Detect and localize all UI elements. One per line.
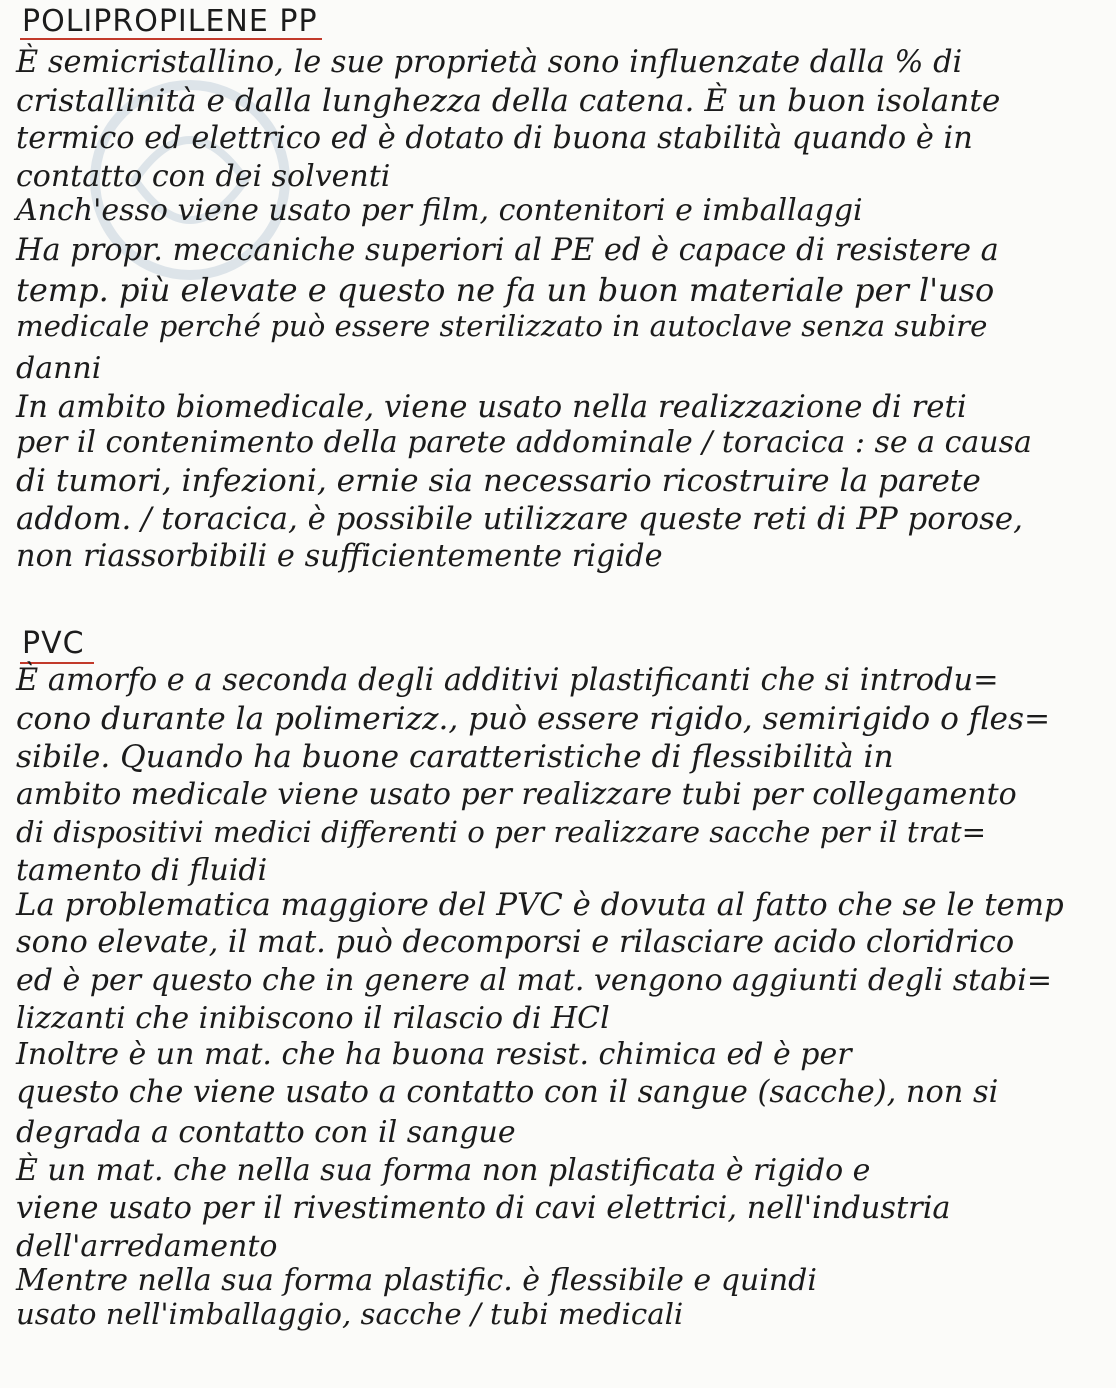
text-line: contatto con dei solventi	[16, 159, 391, 194]
text-line: È semicristallino, le sue proprietà sono influenzate dalla % di	[16, 45, 963, 80]
text-line: addom. / toracica, è possibile utilizzare queste reti di PP porose,	[16, 501, 1023, 537]
text-line: sono elevate, il mat. può decomporsi e rilasciare acido cloridrico	[16, 925, 1015, 960]
text-line: lizzanti che inibiscono il rilascio di HCl	[16, 1001, 610, 1036]
section-title-pp: POLIPROPILENE PP	[22, 4, 318, 39]
text-line: degrada a contatto con il sangue	[16, 1115, 516, 1150]
text-line: È amorfo e a seconda degli additivi plastificanti che si introdu=	[16, 663, 999, 698]
text-line: danni	[16, 351, 102, 386]
text-line: per il contenimento della parete addominale / toracica : se a causa	[16, 425, 1032, 460]
text-line: medicale perché può essere sterilizzato in autoclave senza subire	[16, 309, 988, 343]
text-line: Mentre nella sua forma plastific. è flessibile e quindi	[16, 1263, 817, 1298]
text-line: ambito medicale viene usato per realizzare tubi per collegamento	[16, 777, 1017, 812]
text-line: Ha propr. meccaniche superiori al PE ed è capace di resistere a	[16, 233, 999, 268]
text-line: cono durante la polimerizz., può essere rigido, semirigido o fles=	[16, 701, 1051, 737]
title-underline-pp	[20, 38, 322, 40]
text-line: di tumori, infezioni, ernie sia necessario ricostruire la parete	[16, 463, 981, 499]
text-line: temp. più elevate e questo ne fa un buon materiale per l'uso	[16, 271, 995, 309]
text-line: questo che viene usato a contatto con il sangue (sacche), non si	[16, 1075, 999, 1110]
text-line: tamento di fluidi	[16, 853, 268, 888]
text-line: In ambito biomedicale, viene usato nella realizzazione di reti	[16, 389, 967, 425]
text-line: Anch'esso viene usato per film, contenitori e imballaggi	[16, 193, 863, 228]
text-line: sibile. Quando ha buone caratteristiche di flessibilità in	[16, 739, 894, 775]
text-line: di dispositivi medici differenti o per realizzare sacche per il trat=	[16, 815, 987, 849]
text-line: termico ed elettrico ed è dotato di buona stabilità quando è in	[16, 121, 973, 156]
text-line: La problematica maggiore del PVC è dovuta al fatto che se le temp	[16, 887, 1064, 923]
text-line: Inoltre è un mat. che ha buona resist. chimica ed è per	[16, 1037, 852, 1072]
text-line: viene usato per il rivestimento di cavi elettrici, nell'industria	[16, 1191, 951, 1226]
text-line: dell'arredamento	[16, 1229, 278, 1264]
text-line: È un mat. che nella sua forma non plastificata è rigido e	[16, 1153, 871, 1188]
text-line: usato nell'imballaggio, sacche / tubi medicali	[16, 1297, 684, 1331]
text-line: cristallinità e dalla lunghezza della catena. È un buon isolante	[16, 83, 1001, 119]
section-title-pvc: PVC	[22, 626, 85, 661]
text-line: ed è per questo che in genere al mat. vengono aggiunti degli stabi=	[16, 963, 1053, 998]
text-line: non riassorbibili e sufficientemente rigide	[16, 539, 663, 574]
